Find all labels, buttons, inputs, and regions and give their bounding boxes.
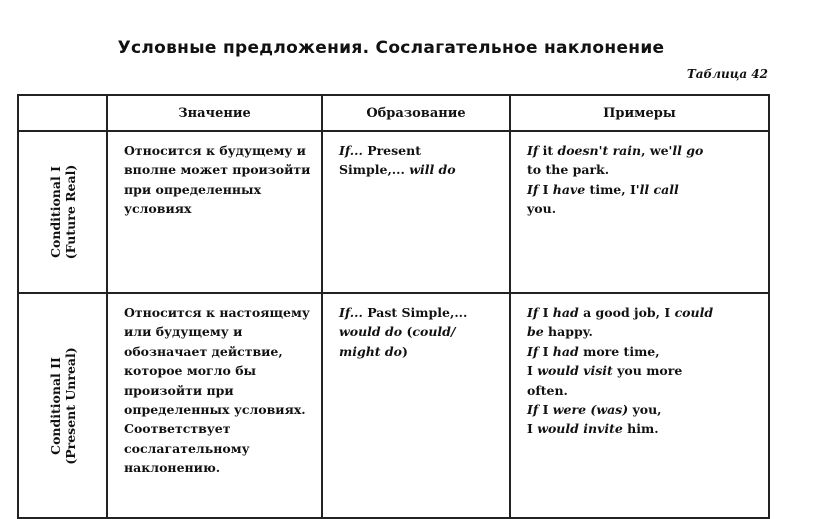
text-run: it	[538, 143, 558, 158]
meaning-text: Относится к будущему и вполне может произойти при определенных условиях	[124, 143, 311, 217]
text-line	[527, 160, 758, 179]
row-label-cell	[18, 131, 107, 293]
row-label	[48, 165, 78, 260]
text-line	[527, 361, 758, 380]
text-line	[527, 419, 758, 438]
conditionals-table	[17, 94, 770, 519]
page-title: Условные предложения. Сослагательное наклонение	[117, 38, 665, 58]
header-examples: Примеры	[510, 95, 769, 131]
italic-run: would invite	[537, 421, 623, 437]
text-run: time, I'	[585, 181, 640, 197]
examples-cell	[510, 131, 769, 293]
row-label-line2: (Future Real)	[62, 164, 78, 260]
text-run: Simple,...	[339, 162, 410, 178]
row-label	[48, 347, 78, 464]
table-number: Таблица 42	[686, 67, 768, 81]
header-meaning: Значение	[107, 95, 322, 131]
italic-run: had	[552, 343, 579, 359]
italic-run: If	[527, 305, 539, 320]
text-run: you.	[527, 201, 557, 217]
text-line	[527, 180, 758, 199]
italic-run: ll call	[639, 181, 679, 197]
italic-run: could	[674, 305, 714, 320]
text-run: )	[402, 343, 408, 359]
text-line	[339, 141, 499, 160]
text-run: Past Simple,...	[362, 305, 468, 320]
text-line	[527, 342, 758, 361]
italic-run: will do	[409, 162, 456, 178]
row-label-cell	[18, 293, 107, 518]
table-row	[18, 131, 769, 293]
text-run: I	[538, 401, 553, 417]
text-run: happy.	[543, 324, 593, 340]
text-run: I	[527, 421, 538, 437]
italic-run: were (was)	[552, 401, 629, 417]
italic-run: would do	[339, 324, 403, 340]
table-row	[18, 293, 769, 518]
italic-run: ll go	[672, 143, 704, 158]
text-line	[339, 322, 499, 341]
meaning-cell	[107, 131, 322, 293]
meaning-cell	[107, 293, 322, 518]
text-run: (	[402, 324, 413, 340]
text-line	[339, 342, 499, 361]
text-line	[339, 160, 499, 179]
italic-run: might do	[339, 343, 403, 359]
italic-run: doesn't rain	[557, 143, 642, 158]
text-run: him.	[622, 421, 659, 437]
text-line	[527, 141, 758, 160]
text-run: more time,	[578, 343, 660, 359]
italic-run: would visit	[537, 363, 613, 379]
italic-run: If	[527, 401, 539, 417]
text-line	[527, 303, 758, 322]
header-row	[18, 95, 769, 131]
text-line	[527, 381, 758, 400]
text-run: I	[538, 305, 553, 320]
italic-run: If	[527, 143, 539, 158]
text-run: Present	[362, 143, 421, 158]
text-run: you more	[612, 363, 683, 379]
row-label-line2: (Present Unreal)	[62, 346, 78, 465]
italic-run: If...	[339, 143, 363, 158]
row-label-line1: Conditional II	[47, 356, 63, 455]
text-run: you,	[628, 401, 662, 417]
formation-cell	[322, 131, 510, 293]
text-line	[339, 303, 499, 322]
text-run: to the park.	[527, 162, 610, 178]
italic-run: be	[527, 324, 544, 340]
formation-cell	[322, 293, 510, 518]
text-run: , we'	[641, 143, 673, 158]
italic-run: If	[527, 181, 539, 197]
italic-run: If	[527, 343, 539, 359]
text-line	[527, 400, 758, 419]
text-run: I	[538, 343, 553, 359]
italic-run: If...	[339, 305, 363, 320]
italic-run: could/	[412, 324, 456, 340]
examples-cell	[510, 293, 769, 518]
header-empty-cell	[18, 95, 107, 131]
meaning-text: Относится к настоящему или будущему и обозначает действие, которое могло бы произойти при определенных условиях. Соответствует сослагательному наклонению.	[124, 305, 310, 475]
text-line	[527, 199, 758, 218]
row-label-line1: Conditional I	[47, 166, 63, 258]
text-run: often.	[527, 382, 568, 398]
text-line	[527, 322, 758, 341]
italic-run: have	[552, 181, 586, 197]
text-run: I	[527, 363, 538, 379]
italic-run: had	[552, 305, 579, 320]
text-run: I	[538, 181, 553, 197]
header-formation: Образование	[322, 95, 510, 131]
text-run: a good job, I	[578, 305, 675, 320]
